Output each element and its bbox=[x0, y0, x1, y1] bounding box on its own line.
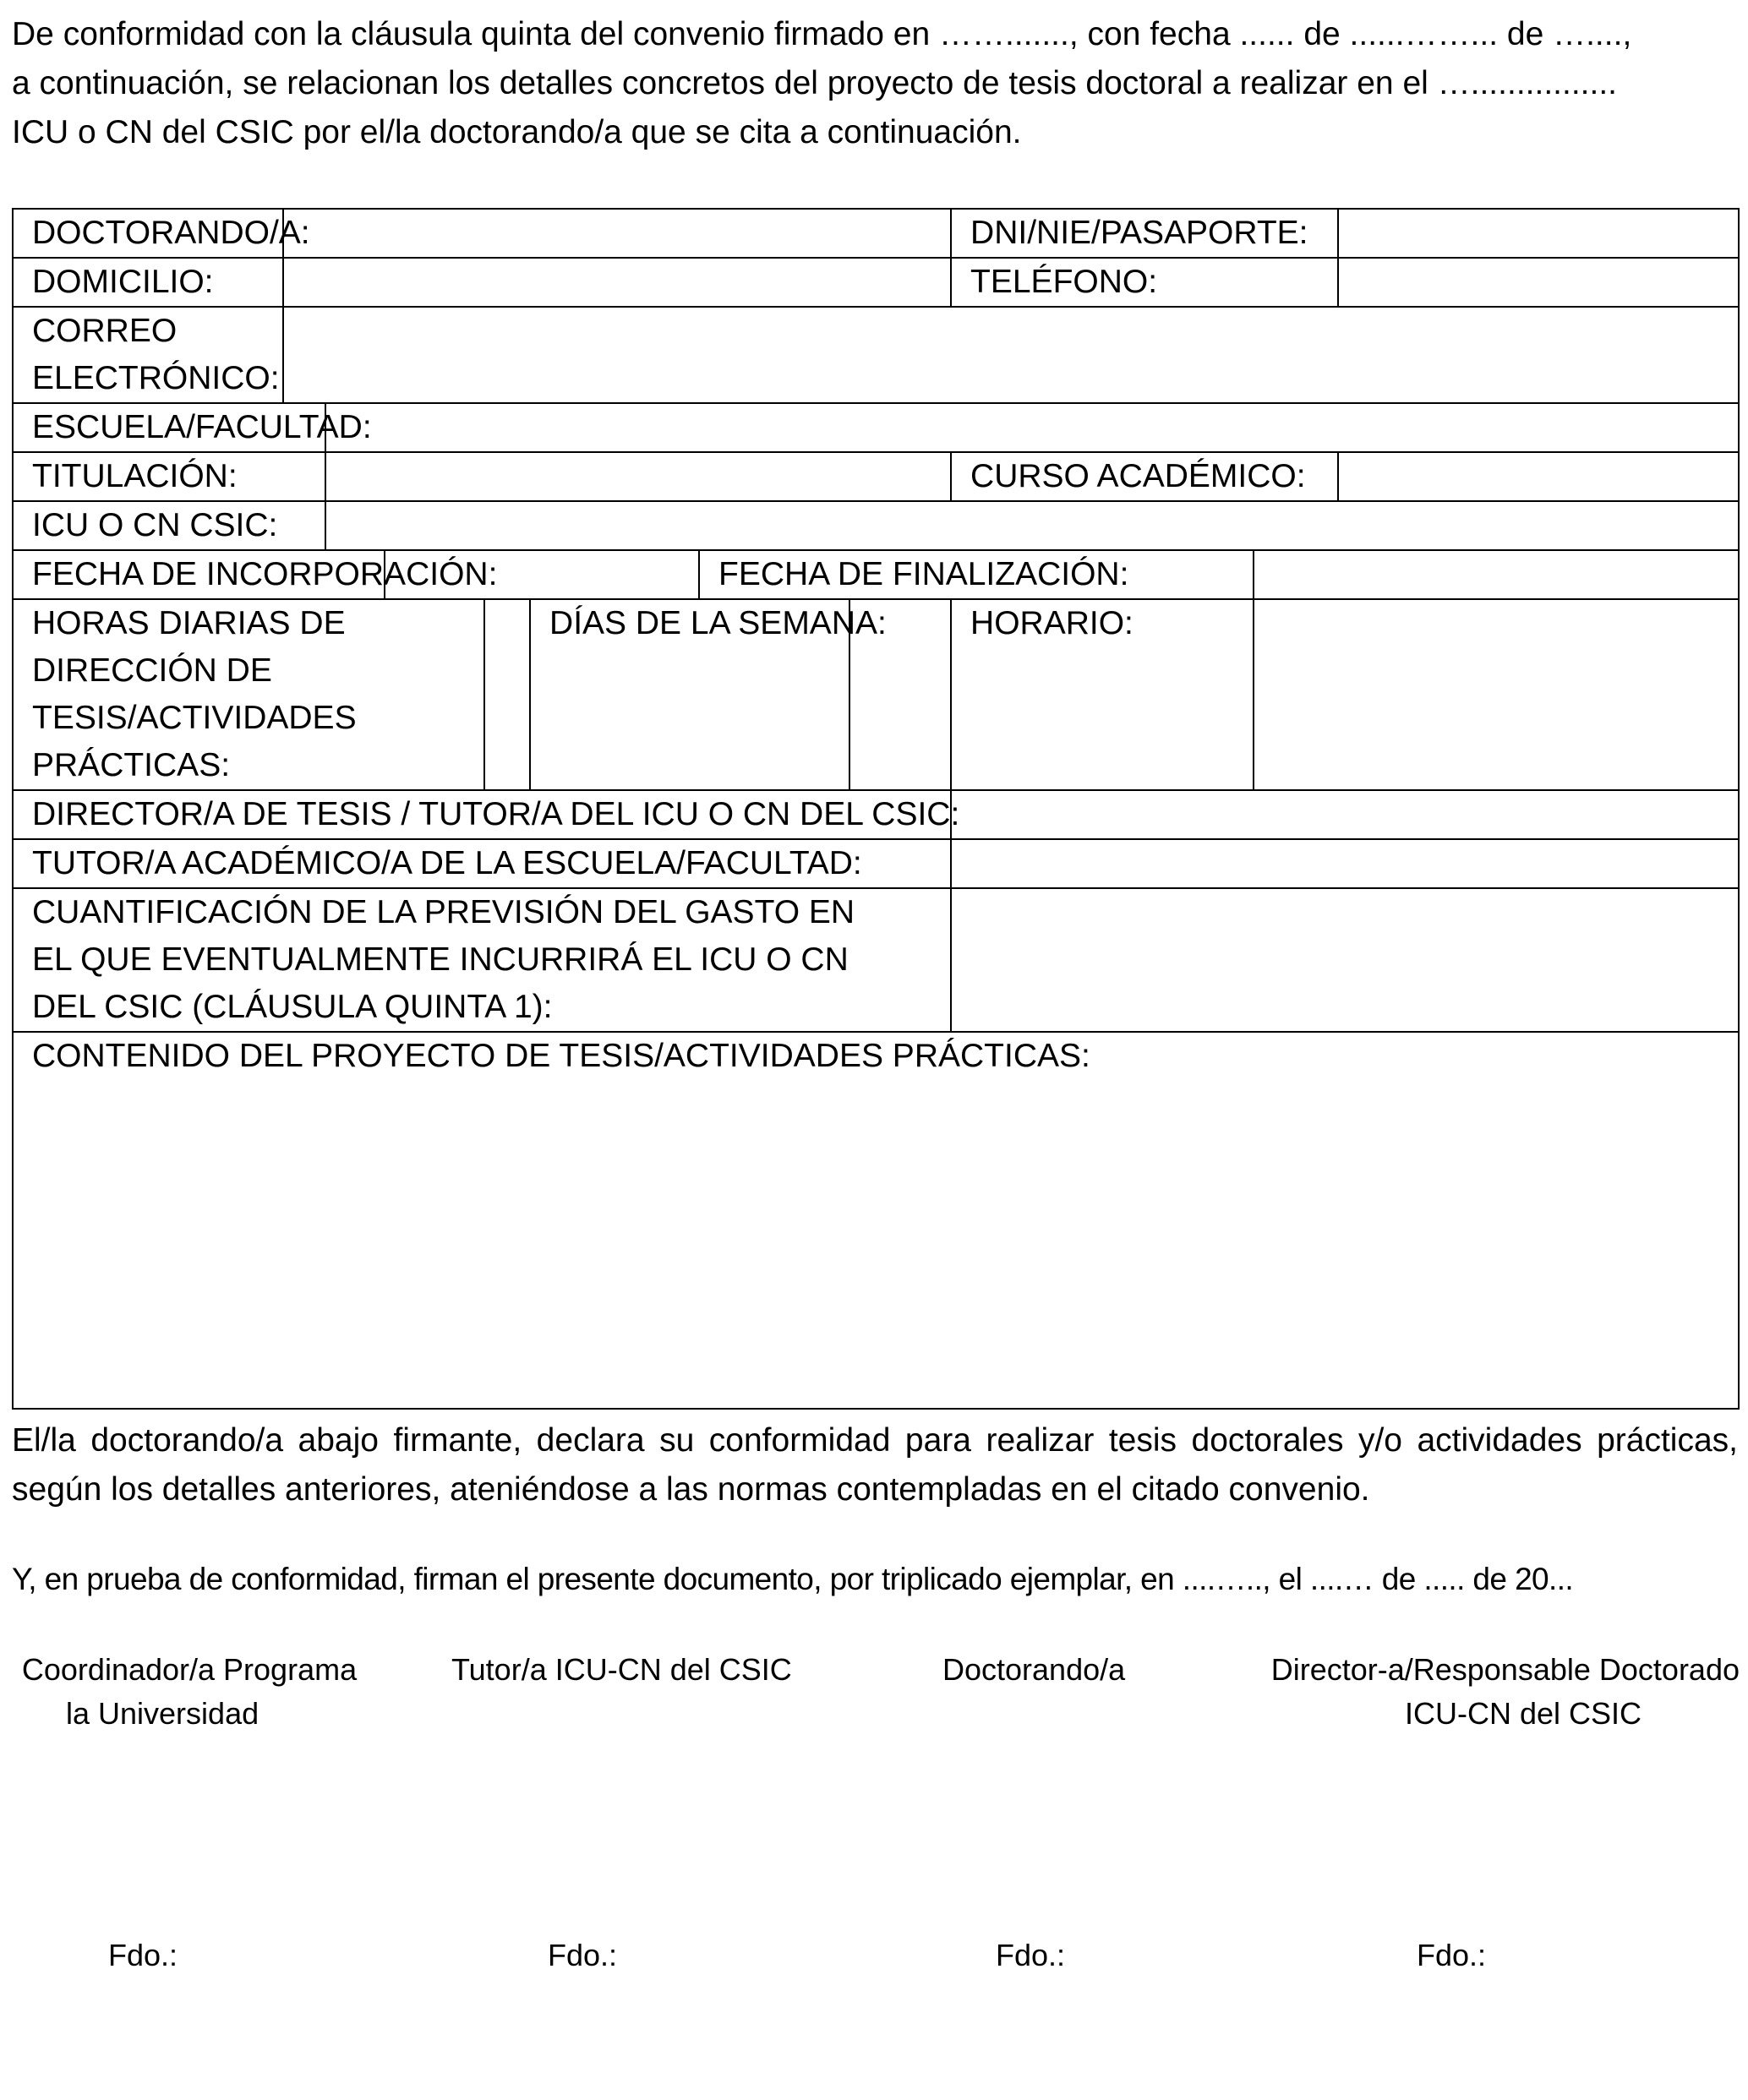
horario-field[interactable] bbox=[1254, 599, 1739, 790]
contenido-field[interactable] bbox=[13, 1032, 1739, 1409]
telefono-field[interactable] bbox=[1338, 258, 1739, 307]
intro-paragraph bbox=[12, 10, 1736, 157]
domicilio-field[interactable] bbox=[283, 258, 951, 307]
icu-field[interactable] bbox=[325, 501, 1739, 550]
correo-field[interactable] bbox=[283, 307, 1739, 403]
signature-fdo-tutor[interactable]: Fdo.: bbox=[548, 1938, 618, 1972]
signature-fdo-director[interactable]: Fdo.: bbox=[1417, 1938, 1487, 1972]
dni-label: DNI/NIE/PASAPORTE: bbox=[951, 209, 1338, 258]
curso-label: CURSO ACADÉMICO: bbox=[951, 452, 1338, 501]
horas-field[interactable] bbox=[484, 599, 530, 790]
icu-label: ICU O CN CSIC: bbox=[13, 501, 325, 550]
contenido-label: CONTENIDO DEL PROYECTO DE TESIS/ACTIVIDADES PRÁCTICAS: bbox=[32, 1038, 1090, 1074]
correo-label: CORREO ELECTRÓNICO: bbox=[13, 307, 283, 403]
signature-fdo-doctorando[interactable]: Fdo.: bbox=[996, 1938, 1066, 1972]
intro-line: De conformidad con la cláusula quinta del convenio firmado en ……......., con fecha ...... de ......……... de …...., bbox=[12, 16, 1632, 52]
dias-label: DÍAS DE LA SEMANA: bbox=[530, 599, 849, 790]
domicilio-label: DOMICILIO: bbox=[13, 258, 283, 307]
signer-title: Tutor/a ICU-CN del CSIC bbox=[451, 1652, 792, 1687]
fecha-finalizacion-field[interactable] bbox=[1254, 550, 1739, 599]
horario-label: HORARIO: bbox=[951, 599, 1254, 790]
signer-doctorando bbox=[942, 1648, 1196, 1692]
intro-line: a continuación, se relacionan los detalles concretos del proyecto de tesis doctoral a realizar en el …................ bbox=[12, 65, 1618, 101]
titulacion-label: TITULACIÓN: bbox=[13, 452, 325, 501]
signer-coordinador bbox=[12, 1648, 367, 1736]
director-field[interactable] bbox=[951, 790, 1739, 839]
signer-tutor bbox=[451, 1648, 815, 1692]
telefono-label: TELÉFONO: bbox=[951, 258, 1338, 307]
signer-title: Doctorando/a bbox=[942, 1652, 1126, 1687]
thesis-details-table bbox=[12, 208, 1740, 1410]
signer-title: Coordinador/a Programa bbox=[21, 1652, 358, 1687]
director-label: DIRECTOR/A DE TESIS / TUTOR/A DEL ICU O CN DEL CSIC: bbox=[13, 790, 951, 839]
proof-paragraph: Y, en prueba de conformidad, firman el presente documento, por triplicado ejemplar, en ....….., el ....… de ..... de 20... bbox=[12, 1562, 1574, 1596]
tutor-academico-field[interactable] bbox=[951, 839, 1739, 888]
signer-director bbox=[1239, 1648, 1740, 1736]
declaration-paragraph: El/la doctorando/a abajo firmante, declara su conformidad para realizar tesis doctorales y/o actividades prácticas, según los detalles anteriores, ateniéndose a las normas contempladas en el citado convenio. bbox=[12, 1422, 1738, 1508]
escuela-field[interactable] bbox=[325, 403, 1739, 452]
doctorando-label: DOCTORANDO/A: bbox=[13, 209, 283, 258]
dni-field[interactable] bbox=[1338, 209, 1739, 258]
horas-label: HORAS DIARIAS DE DIRECCIÓN DE TESIS/ACTIVIDADES PRÁCTICAS: bbox=[13, 599, 484, 790]
cuantificacion-field[interactable] bbox=[951, 888, 1739, 1032]
doctorando-field[interactable] bbox=[283, 209, 951, 258]
tutor-academico-label: TUTOR/A ACADÉMICO/A DE LA ESCUELA/FACULTAD: bbox=[13, 839, 951, 888]
curso-field[interactable] bbox=[1338, 452, 1739, 501]
signer-title: la Universidad bbox=[66, 1696, 259, 1731]
signer-title: ICU-CN del CSIC bbox=[1404, 1696, 1642, 1731]
cuantificacion-label: CUANTIFICACIÓN DE LA PREVISIÓN DEL GASTO EN EL QUE EVENTUALMENTE INCURRIRÁ EL ICU O CN DEL CSIC (CLÁUSULA QUINTA 1): bbox=[13, 888, 951, 1032]
signer-title: Director-a/Responsable Doctorado bbox=[1270, 1652, 1740, 1687]
escuela-label: ESCUELA/FACULTAD: bbox=[13, 403, 325, 452]
intro-line: ICU o CN del CSIC por el/la doctorando/a que se cita a continuación. bbox=[12, 114, 1022, 150]
fecha-incorporacion-label: FECHA DE INCORPORACIÓN: bbox=[13, 550, 385, 599]
fecha-finalizacion-label: FECHA DE FINALIZACIÓN: bbox=[699, 550, 1254, 599]
signature-fdo-coordinador[interactable]: Fdo.: bbox=[108, 1938, 178, 1972]
titulacion-field[interactable] bbox=[325, 452, 951, 501]
